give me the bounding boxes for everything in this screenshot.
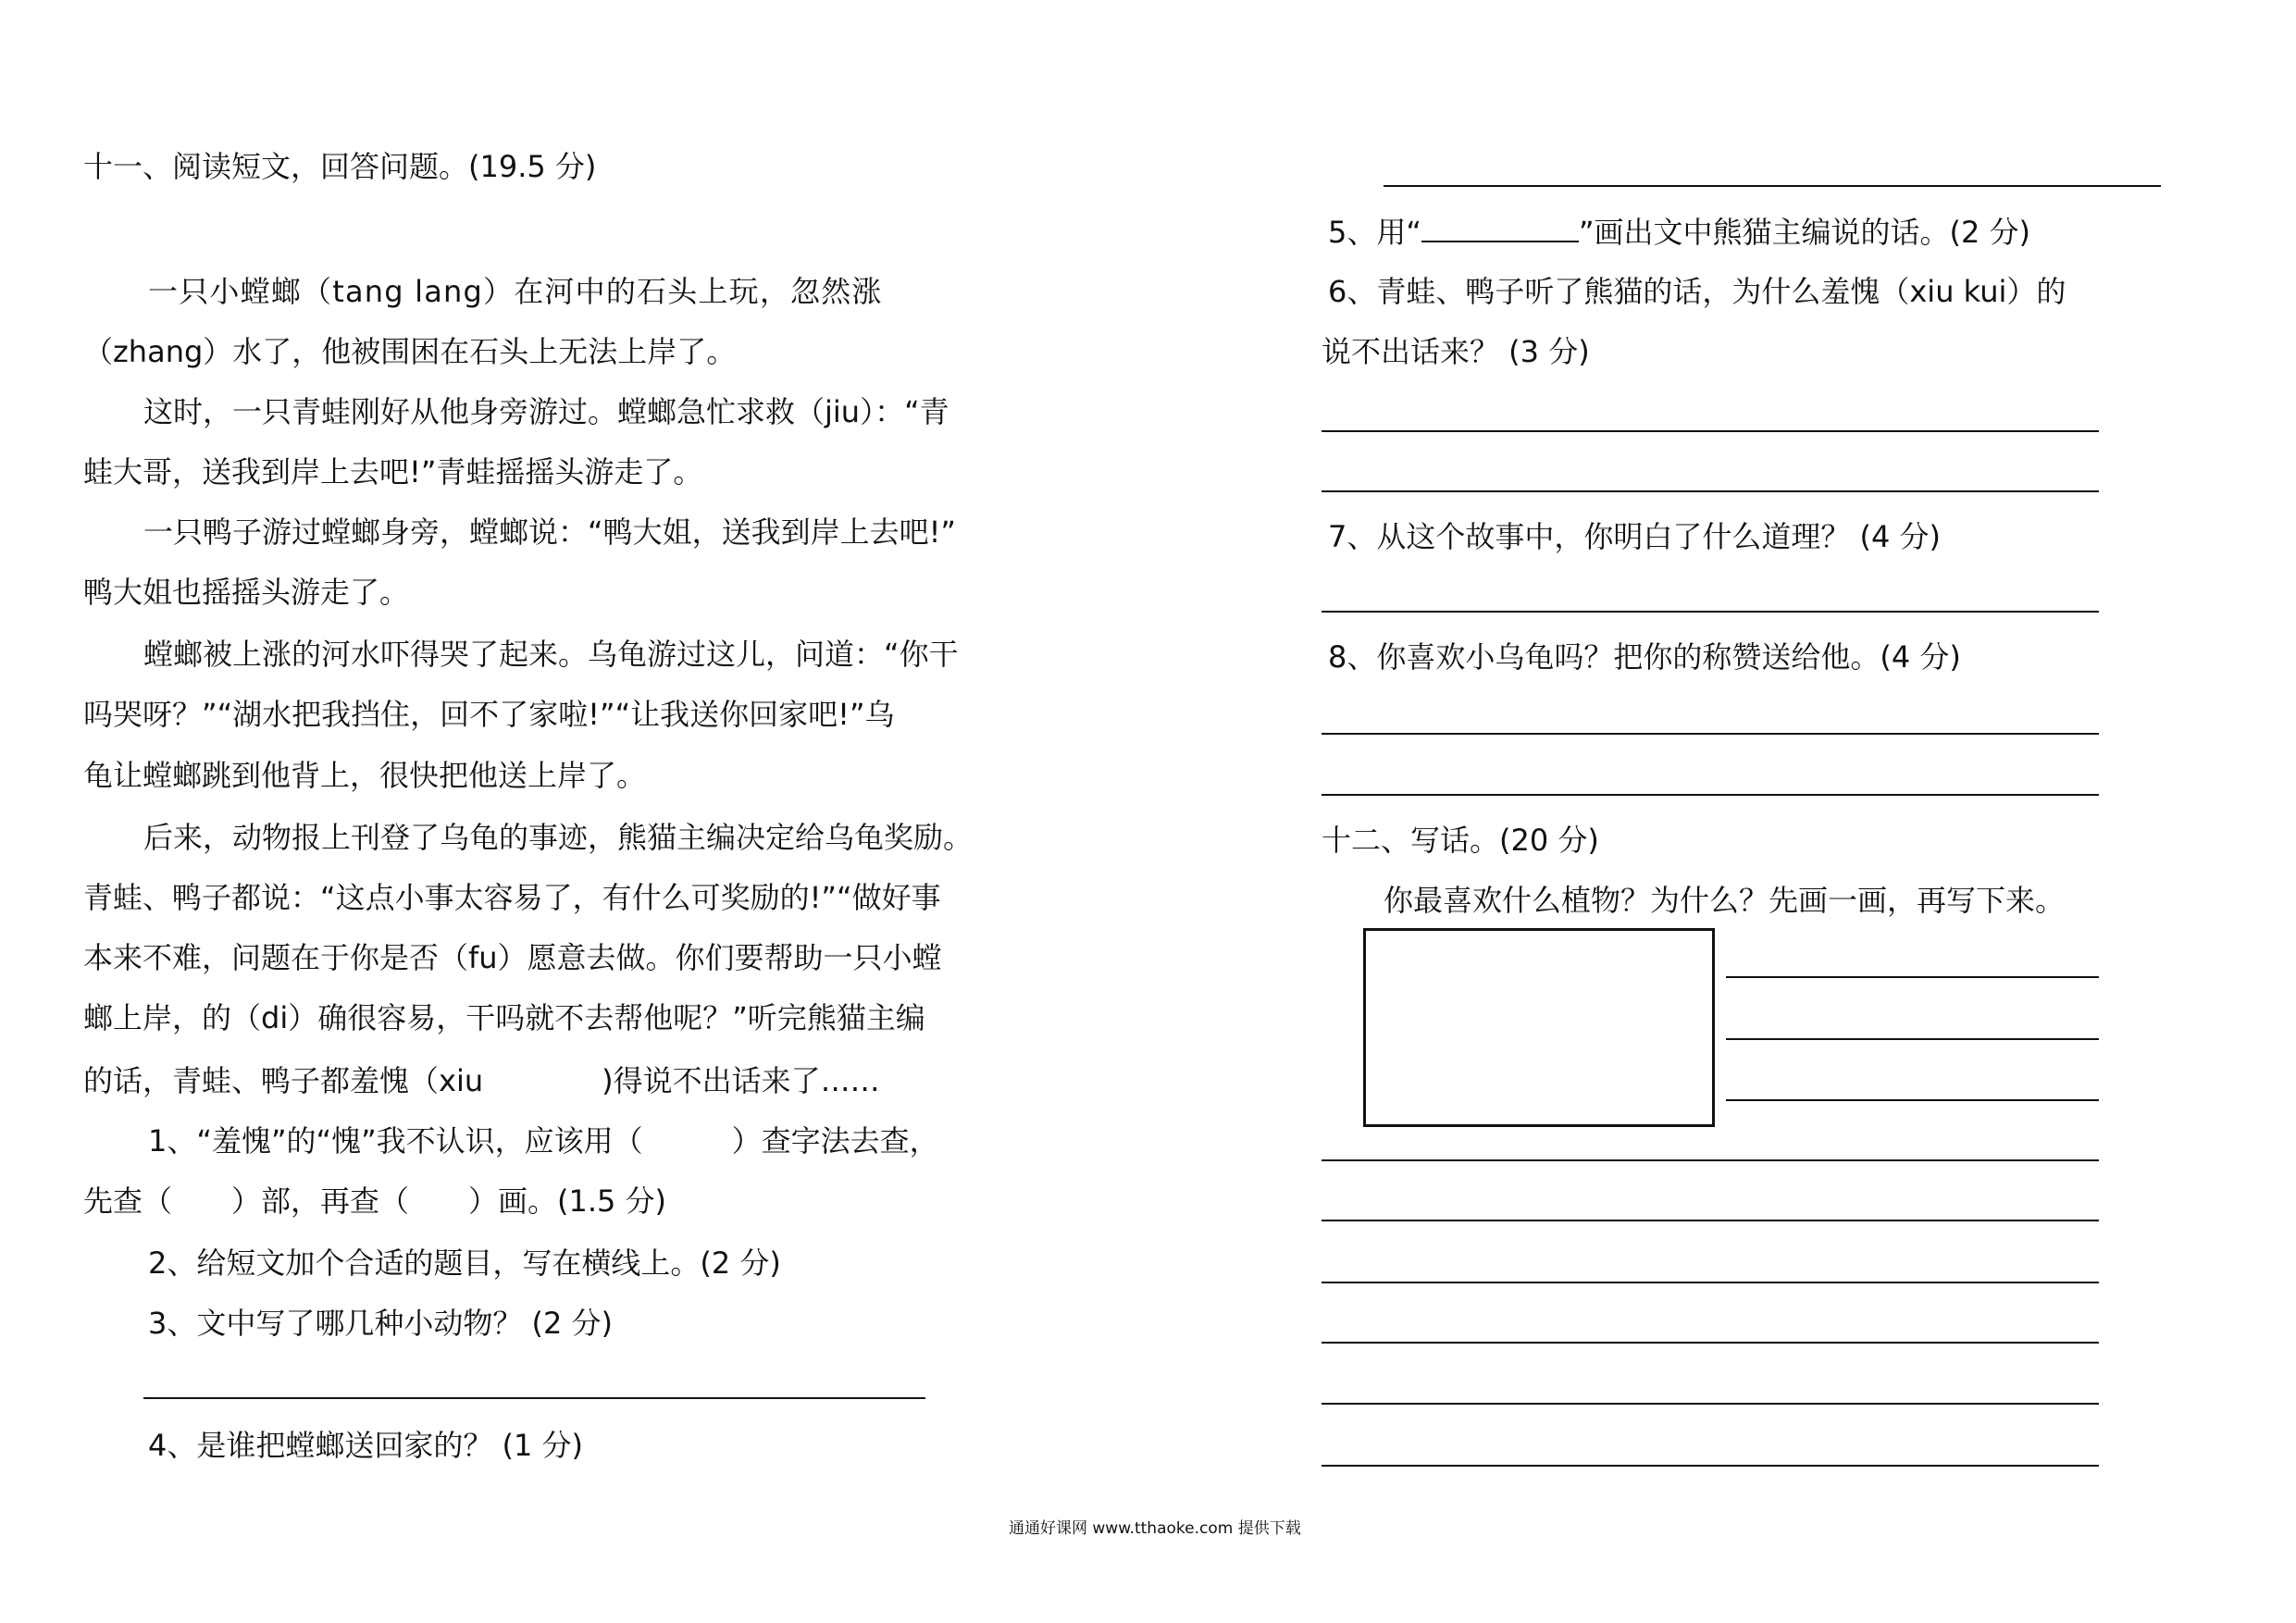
question-7: 7、从这个故事中，你明白了什么道理？ (4 分) [1328, 519, 1942, 554]
story-line: 吗哭呀？”“湖水把我挡住，回不了家啦!”“让我送你回家吧!”乌 [83, 697, 895, 732]
answer-line-q6[interactable] [1322, 490, 2099, 492]
answer-line-q8[interactable] [1322, 733, 2099, 735]
question-2: 2、给短文加个合适的题目，写在横线上。(2 分) [148, 1245, 781, 1281]
story-line: 一只鸭子游过螳螂身旁，螳螂说：“鸭大姐，送我到岸上去吧!” [143, 514, 956, 550]
story-line: 龟让螳螂跳到他背上，很快把他送上岸了。 [83, 758, 647, 793]
story-line: 的话，青蛙、鸭子都羞愧（xiu )得说不出话来了…… [83, 1063, 880, 1098]
story-line: 这时，一只青蛙刚好从他身旁游过。螳螂急忙求救（jiu）：“青 [143, 394, 949, 429]
writing-line[interactable] [1322, 1282, 2099, 1283]
answer-line-q6[interactable] [1322, 430, 2099, 432]
question-1-line-2: 先查（ ）部，再查（ ）画。(1.5 分) [83, 1183, 667, 1219]
writing-line[interactable] [1322, 1403, 2099, 1405]
writing-prompt: 你最喜欢什么植物？为什么？先画一画，再写下来。 [1384, 883, 2066, 918]
question-1-line-1: 1、“羞愧”的“愧”我不认识，应该用（ ）查字法去查， [148, 1123, 939, 1158]
writing-line-short[interactable] [1726, 976, 2099, 978]
question-5-suffix: ”画出文中熊猫主编说的话。(2 分) [1578, 215, 2031, 250]
footer-credit: 通通好课网 www.tthaoke.com 提供下载 [1009, 1519, 1301, 1538]
story-line: 青蛙、鸭子都说：“这点小事太容易了，有什么可奖励的!”“做好事 [83, 880, 941, 915]
answer-line-q7[interactable] [1322, 611, 2099, 613]
question-5 [1328, 213, 2030, 251]
story-line: 鸭大姐也摇摇头游走了。 [83, 575, 410, 610]
right-column [1148, 0, 2296, 1623]
answer-line-q8[interactable] [1322, 794, 2099, 796]
story-line: 一只小螳螂（tang lang）在河中的石头上玩，忽然涨 [148, 274, 883, 309]
story-line: （zhang）水了，他被围困在石头上无法上岸了。 [83, 334, 737, 369]
question-8: 8、你喜欢小乌龟吗？把你的称赞送给他。(4 分) [1328, 639, 1961, 675]
writing-line-short[interactable] [1726, 1038, 2099, 1040]
writing-line[interactable] [1322, 1342, 2099, 1344]
story-line: 螳螂被上涨的河水吓得哭了起来。乌龟游过这儿，问道：“你干 [143, 637, 959, 672]
question-3: 3、文中写了哪几种小动物？ (2 分) [148, 1306, 614, 1341]
question-6-line-2: 说不出话来？ (3 分) [1322, 334, 1590, 369]
story-line: 蛙大哥，送我到岸上去吧!”青蛙摇摇头游走了。 [83, 454, 703, 489]
section-title-writing: 十二、写话。(20 分) [1322, 823, 1599, 858]
writing-line[interactable] [1322, 1220, 2099, 1221]
answer-line-q3[interactable] [143, 1397, 925, 1399]
question-5-underline-sample [1421, 213, 1579, 242]
story-line: 后来，动物报上刊登了乌龟的事迹，熊猫主编决定给乌龟奖励。 [143, 820, 974, 855]
story-line: 螂上岸，的（di）确很容易，干吗就不去帮他呢？”听完熊猫主编 [83, 1000, 925, 1035]
story-line: 本来不难，问题在于你是否（fu）愿意去做。你们要帮助一只小螳 [83, 940, 942, 975]
question-5-prefix: 5、用“ [1328, 215, 1421, 250]
question-4: 4、是谁把螳螂送回家的？ (1 分) [148, 1428, 584, 1463]
answer-line-title[interactable] [1384, 185, 2161, 187]
question-6-line-1: 6、青蛙、鸭子听了熊猫的话，为什么羞愧（xiu kui）的 [1328, 274, 2066, 309]
drawing-box[interactable] [1363, 928, 1715, 1127]
writing-line-short[interactable] [1726, 1099, 2099, 1101]
writing-line[interactable] [1322, 1465, 2099, 1467]
section-title-reading: 十一、阅读短文，回答问题。(19.5 分) [83, 149, 597, 184]
writing-line[interactable] [1322, 1159, 2099, 1161]
